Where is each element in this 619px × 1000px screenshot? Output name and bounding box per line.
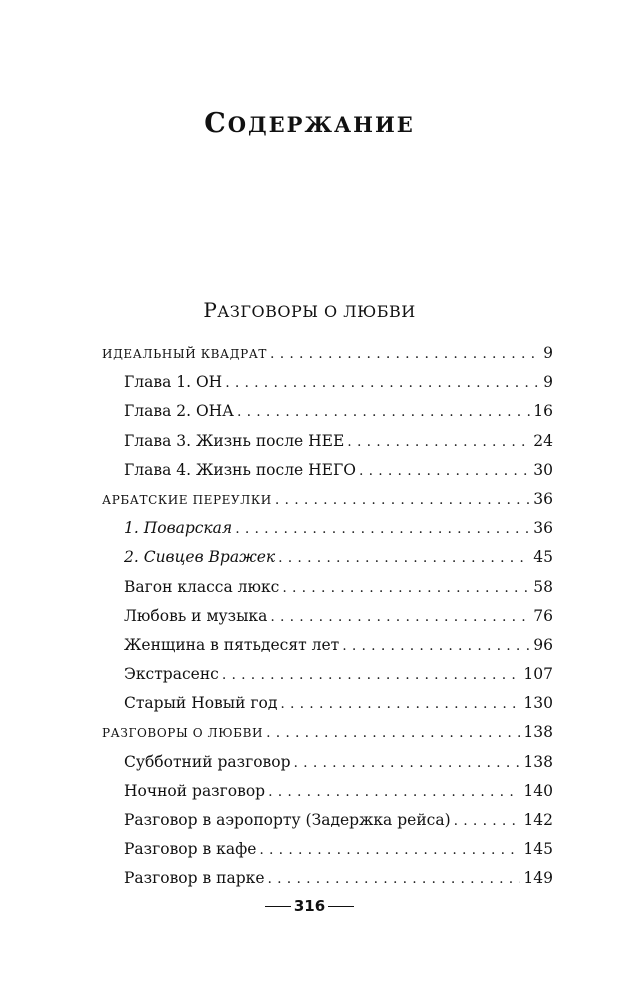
page-number: 316 bbox=[293, 897, 326, 915]
toc-entry bbox=[102, 485, 553, 514]
toc-entry bbox=[102, 631, 553, 660]
toc-entry-page: 142 bbox=[523, 811, 553, 829]
toc-entry-page: 96 bbox=[533, 635, 553, 654]
toc-leader-dots bbox=[342, 632, 530, 661]
toc-entry-page: 24 bbox=[533, 431, 553, 450]
toc-entry bbox=[102, 748, 553, 777]
page-title-initial: С bbox=[204, 108, 228, 139]
toc-entry-page: 107 bbox=[523, 665, 553, 684]
toc-leader-dots bbox=[294, 749, 521, 778]
toc-entry-page: 149 bbox=[523, 869, 553, 888]
table-of-contents bbox=[102, 339, 553, 894]
toc-entry-label: Любовь и музыка bbox=[124, 606, 268, 625]
toc-entry-page: 36 bbox=[533, 519, 553, 538]
page-title bbox=[0, 108, 619, 139]
toc-entry-label: Глава 3. Жизнь после НЕЕ bbox=[124, 431, 345, 450]
toc-leader-dots bbox=[237, 398, 530, 427]
folio-rule-right bbox=[328, 906, 354, 907]
toc-entry-page: 9 bbox=[543, 344, 553, 362]
toc-entry-label: Разговор в кафе bbox=[124, 840, 257, 859]
toc-leader-dots bbox=[270, 603, 530, 632]
toc-leader-dots bbox=[268, 865, 521, 894]
toc-entry bbox=[102, 777, 553, 806]
toc-entry-label: Субботний разговор bbox=[124, 752, 291, 771]
toc-entry-label: Экстрасенс bbox=[124, 665, 219, 684]
toc-entry bbox=[102, 427, 553, 456]
toc-entry-label: АРБАТСКИЕ ПЕРЕУЛКИ bbox=[102, 492, 272, 507]
toc-entry bbox=[102, 573, 553, 602]
toc-leader-dots bbox=[282, 574, 530, 603]
toc-leader-dots bbox=[275, 486, 530, 515]
toc-entry-page: 36 bbox=[533, 489, 553, 508]
toc-entry-label: Глава 2. ОНА bbox=[124, 402, 234, 421]
folio-rule-left bbox=[265, 906, 291, 907]
toc-entry-label: Разговор в парке bbox=[124, 869, 265, 888]
toc-leader-dots bbox=[454, 807, 521, 836]
toc-entry bbox=[102, 835, 553, 864]
toc-entry-page: 9 bbox=[543, 373, 553, 392]
toc-entry-label: РАЗГОВОРЫ О ЛЮБВИ bbox=[102, 726, 264, 741]
toc-entry-page: 145 bbox=[523, 840, 553, 859]
toc-entry bbox=[102, 543, 553, 572]
toc-entry-label: 2. Сивцев Вражек bbox=[124, 548, 276, 567]
toc-leader-dots bbox=[347, 428, 530, 457]
toc-leader-dots bbox=[222, 661, 521, 690]
toc-entry-page: 140 bbox=[523, 781, 553, 800]
toc-leader-dots bbox=[259, 836, 520, 865]
toc-entry bbox=[102, 397, 553, 426]
toc-entry bbox=[102, 339, 553, 368]
toc-entry-label: Старый Новый год bbox=[124, 694, 278, 713]
toc-entry bbox=[102, 456, 553, 485]
toc-entry bbox=[102, 514, 553, 543]
toc-leader-dots bbox=[235, 515, 530, 544]
toc-entry bbox=[102, 806, 553, 835]
section-heading bbox=[0, 298, 619, 322]
toc-entry-label: Глава 4. Жизнь после НЕГО bbox=[124, 460, 356, 479]
toc-entry-label: 1. Поварская bbox=[124, 519, 233, 538]
toc-entry bbox=[102, 718, 553, 747]
toc-leader-dots bbox=[268, 778, 520, 807]
toc-entry-page: 30 bbox=[533, 460, 553, 479]
toc-entry bbox=[102, 864, 553, 893]
toc-entry bbox=[102, 689, 553, 718]
page-folio bbox=[0, 897, 619, 915]
toc-entry-page: 138 bbox=[523, 723, 553, 742]
toc-entry-label: Разговор в аэропорту (Задержка рейса) bbox=[124, 811, 451, 829]
toc-entry-page: 45 bbox=[533, 548, 553, 567]
page-title-rest: ОДЕРЖАНИЕ bbox=[227, 112, 415, 137]
section-heading-rest: АЗГОВОРЫ О ЛЮБВИ bbox=[217, 302, 416, 321]
toc-entry bbox=[102, 660, 553, 689]
toc-entry-page: 58 bbox=[533, 577, 553, 596]
toc-entry-page: 138 bbox=[523, 752, 553, 771]
toc-entry-page: 16 bbox=[533, 402, 553, 421]
toc-leader-dots bbox=[270, 340, 540, 369]
section-heading-initial: Р bbox=[203, 298, 218, 322]
toc-leader-dots bbox=[280, 690, 520, 719]
toc-entry-label: Ночной разговор bbox=[124, 781, 266, 800]
toc-entry-label: ИДЕАЛЬНЫЙ КВАДРАТ bbox=[102, 347, 268, 361]
toc-entry-label: Вагон класса люкс bbox=[124, 577, 280, 596]
toc-entry bbox=[102, 602, 553, 631]
toc-leader-dots bbox=[266, 719, 520, 748]
toc-entry bbox=[102, 368, 553, 397]
toc-leader-dots bbox=[225, 369, 540, 398]
toc-entry-label: Женщина в пятьдесят лет bbox=[124, 635, 340, 654]
toc-leader-dots bbox=[278, 544, 530, 573]
toc-leader-dots bbox=[359, 457, 530, 486]
toc-entry-page: 76 bbox=[533, 606, 553, 625]
toc-entry-page: 130 bbox=[523, 694, 553, 713]
toc-entry-label: Глава 1. ОН bbox=[124, 373, 223, 392]
